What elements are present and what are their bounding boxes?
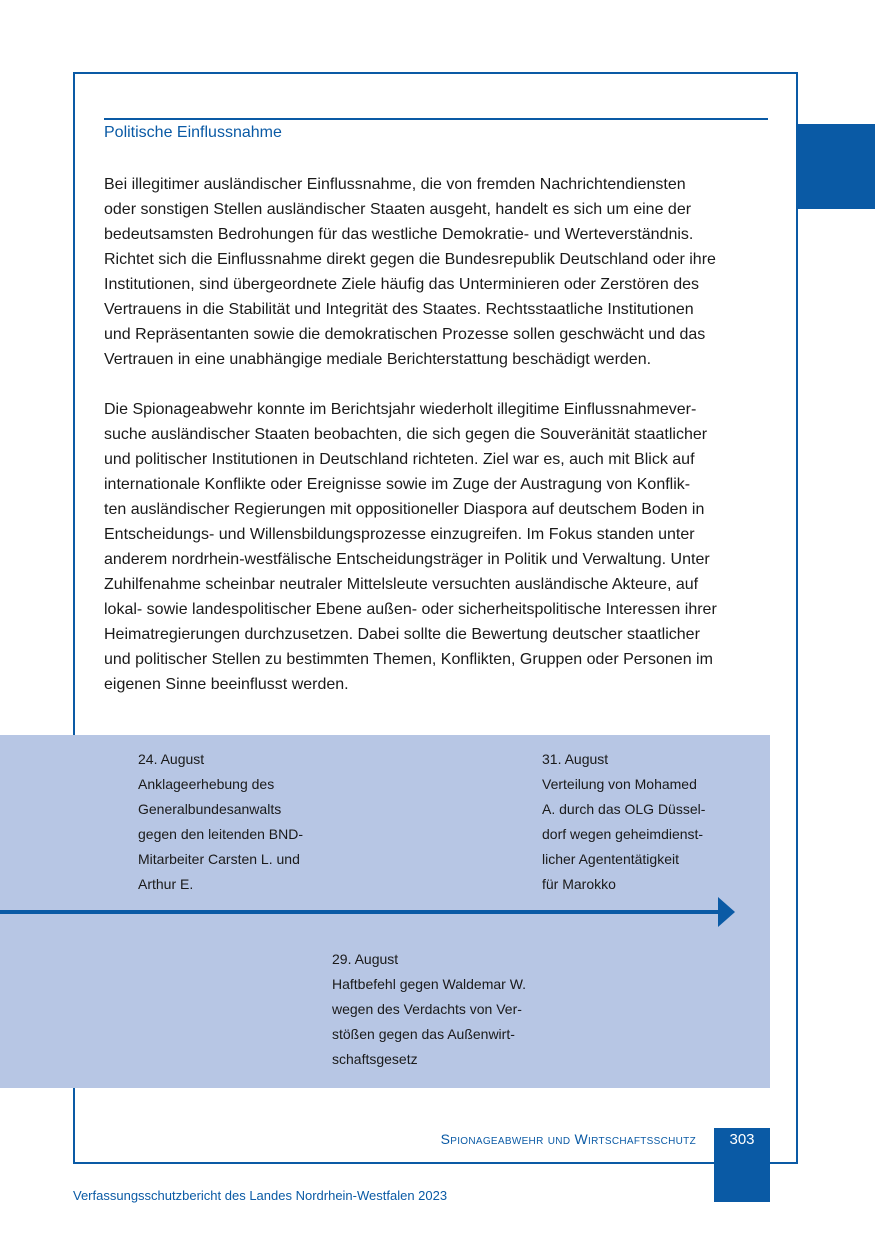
timeline-panel [0,735,770,1088]
arrow-right-icon [718,897,735,927]
event-line: stößen gegen das Außenwirt- [332,1026,515,1042]
paragraph-line: und Repräsentanten sowie die demokratischen Prozesse sollen geschwächt und das [104,326,706,343]
paragraph-line: anderem nordrhein-westfälische Entscheidungsträger in Politik und Verwaltung. Unter [104,551,710,568]
paragraph-line: ten ausländischer Regierungen mit oppositioneller Diaspora auf deutschem Boden in [104,501,705,518]
event-line: für Marokko [542,876,616,892]
paragraph-line: und politischer Institutionen in Deutschland richteten. Ziel war es, auch mit Blick auf [104,451,695,468]
event-line: Haftbefehl gegen Waldemar W. [332,976,527,992]
event-line: Anklageerhebung des [138,776,275,792]
page-number: 303 [729,1131,755,1148]
paragraph-line: Vertrauen in eine unabhängige mediale Berichterstattung beschädigt werden. [104,351,652,368]
paragraph-line: Richtet sich die Einflussnahme direkt gegen die Bundesrepublik Deutschland oder ihre [104,251,716,268]
event-line: Verteilung von Mohamed [542,776,697,792]
paragraph-line: bedeutsamsten Bedrohungen für das westliche Demokratie- und Werteverständnis. [104,226,694,243]
paragraph-line: Institutionen, sind übergeordnete Ziele häufig das Unterminieren oder Zerstören des [104,276,700,293]
paragraph-line: Heimatregierungen durchzusetzen. Dabei sollte die Bewertung deutscher staatlicher [104,626,700,643]
paragraph-line: eigenen Sinne beeinflusst werden. [104,676,349,693]
event-line: schaftsgesetz [332,1051,418,1067]
page-number-box [714,1128,770,1202]
paragraph-line: lokal- sowie landespolitischer Ebene außen- oder sicherheitspolitische Interessen ihrer [104,601,717,618]
event-line: wegen des Verdachts von Ver- [332,1001,522,1017]
event-line: A. durch das OLG Düssel- [542,801,706,817]
paragraph-line: Bei illegitimer ausländischer Einflussnahme, die von fremden Nachrichtendiensten [104,176,686,193]
paragraph-line: und politischer Stellen zu bestimmten Themen, Konflikten, Gruppen oder Personen im [104,651,713,668]
paragraph-line: Zuhilfenahme scheinbar neutraler Mittelsleute versuchten ausländische Akteure, auf [104,576,699,593]
event-date: 24. August [138,751,205,767]
paragraph-line: suche ausländischer Staaten beobachten, die sich gegen die Souveränität staatlicher [104,426,708,443]
paragraph-line: oder sonstigen Stellen ausländischer Staaten ausgeht, handelt es sich um eine der [104,201,692,218]
event-date: 31. August [542,751,609,767]
paragraph-line: internationale Konflikte oder Ereignisse sowie im Zuge der Austragung von Konflik- [104,476,691,493]
timeline-event-31-august [542,747,705,897]
event-line: dorf wegen geheimdienst- [542,826,704,842]
paragraph-line: Die Spionageabwehr konnte im Berichtsjahr wiederholt illegitime Einflussnahmever- [104,401,697,418]
paragraph-line: Vertrauens in die Stabilität und Integrität des Staates. Rechtsstaatliche Institutionen [104,301,694,318]
paragraph-2 [104,397,772,697]
report-title: Verfassungsschutzbericht des Landes Nordrhein-Westfalen 2023 [73,1188,448,1203]
event-line: Generalbundesanwalts [138,801,282,817]
timeline-arrow-line [0,910,720,914]
event-line: Mitarbeiter Carsten L. und [138,851,300,867]
timeline-event-24-august [138,747,303,897]
section-divider [104,118,768,120]
paragraph-1 [104,172,772,372]
timeline-event-29-august [332,947,526,1072]
event-line: licher Agententätigkeit [542,851,679,867]
section-title: Politische Einflussnahme [104,124,282,141]
footer-section-title: Spionageabwehr und Wirtschaftsschutz [440,1131,696,1147]
event-date: 29. August [332,951,399,967]
event-line: gegen den leitenden BND- [138,826,304,842]
chapter-tab [798,124,875,209]
event-line: Arthur E. [138,876,194,892]
paragraph-line: Entscheidungs- und Willensbildungsprozesse einzugreifen. Im Fokus standen unter [104,526,695,543]
